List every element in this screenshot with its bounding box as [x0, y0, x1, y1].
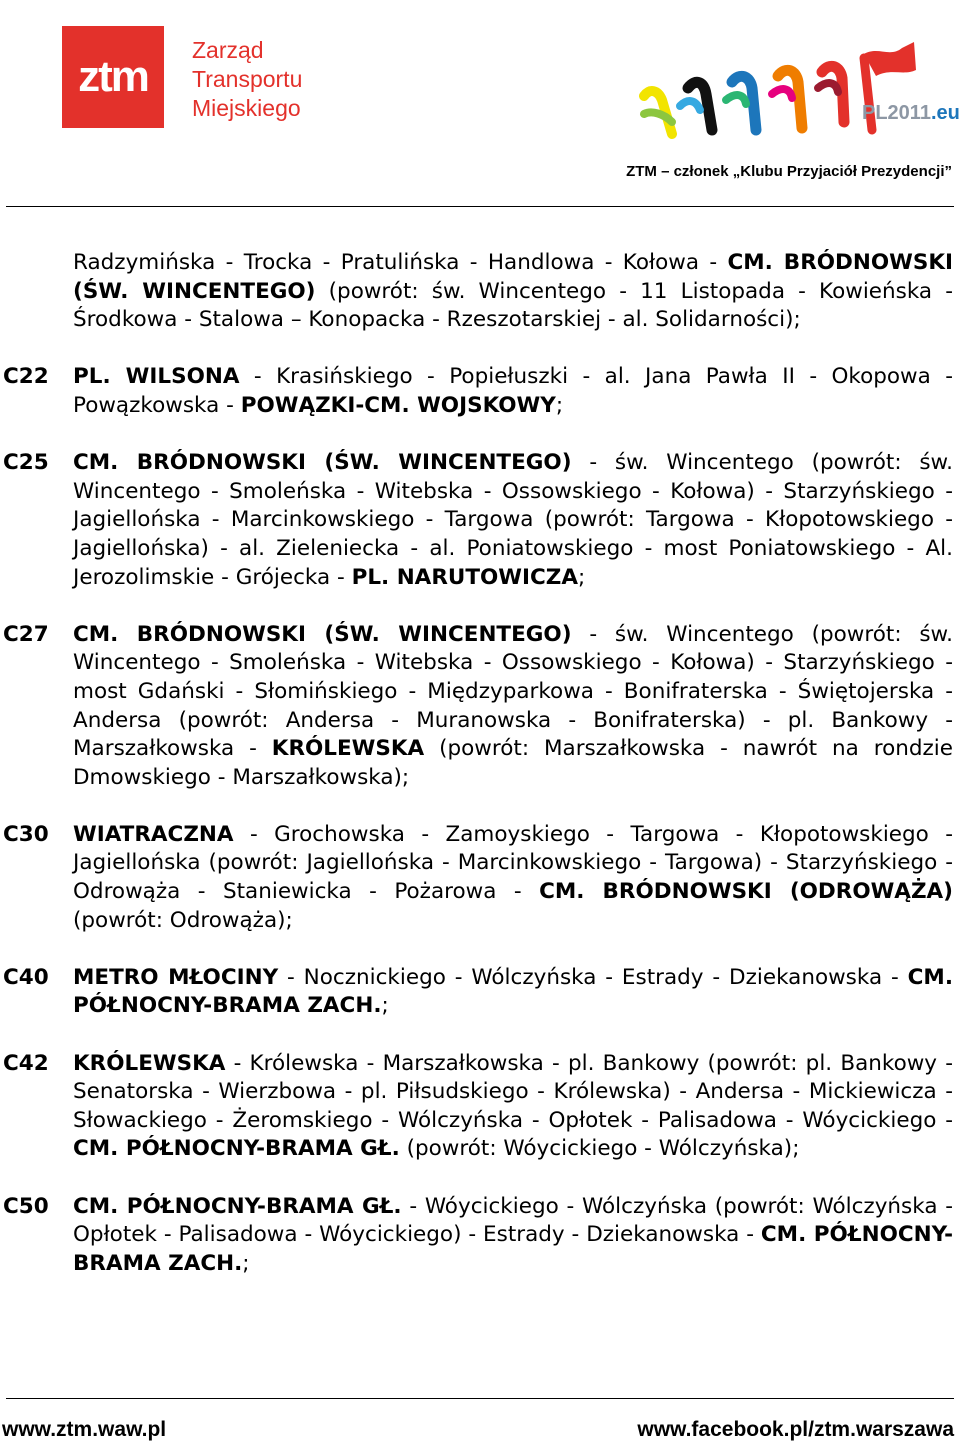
header-divider [6, 206, 954, 207]
footer-website-link[interactable]: www.ztm.waw.pl [2, 1418, 167, 1441]
route-entry [0, 363, 960, 420]
route-segment: ; [555, 392, 564, 418]
route-stop-bold: POWĄZKI-CM. WOJSKOWY [240, 392, 556, 418]
route-segment: (powrót: Marszałkowska - nawrót na rondzie Dmowskiego - Marszałkowska); [73, 736, 954, 790]
route-stop-bold: WIATRACZNA [73, 821, 234, 847]
route-segment: - Królewska - Marszałkowska - pl. Bankowy (powrót: pl. Bankowy - Senatorska - Wierzbowa - pl. Piłsudskiego - Królewska) - Andersa - Mickiewicza - Słowackiego - Żeromskiego - Wólczyńska - Opłotek - Palisadowa - Wóycickiego - [73, 1050, 953, 1133]
route-entry [0, 821, 960, 935]
route-description [73, 449, 953, 592]
route-code: C30 [3, 821, 49, 847]
route-description [73, 621, 953, 793]
route-segment: ; [242, 1250, 250, 1276]
route-entry [0, 964, 960, 1021]
route-stop-bold: METRO MŁOCINY [73, 964, 279, 990]
route-entry [0, 1050, 960, 1164]
org-name-line-1: Zarząd [192, 37, 264, 63]
pl2011-logo-text [862, 102, 960, 125]
route-segment: ; [381, 993, 389, 1019]
pl2011-text: PL2011 [862, 102, 931, 124]
org-name-line-3: Miejskiego [192, 95, 301, 121]
route-stop-bold: KRÓLEWSKA [271, 736, 425, 762]
route-entry [0, 449, 960, 592]
route-segment: - Grochowska - Zamoyskiego - Targowa - Kłopotowskiego - Jagiellońska (powrót: Jagiellońska - Marcinkowskiego - Targowa) - Starzyńskiego - Odrowąża - Staniewicka - Pożarowa - [73, 821, 953, 905]
route-entry [0, 621, 960, 793]
route-segment: Radzymińska - Trocka - Pratulińska - Handlowa - Kołowa - [73, 250, 728, 275]
route-segment: - Wóycickiego - Wólczyńska (powrót: Wólczyńska - Opłotek - Palisadowa - Wóycickiego) - Estrady - Dziekanowska - [73, 1193, 953, 1248]
route-stop-bold: CM. BRÓDNOWSKI (ŚW. WINCENTEGO) [73, 450, 572, 476]
route-stop-bold: CM. BRÓDNOWSKI (ŚW. WINCENTEGO) [73, 250, 954, 304]
route-stop-bold: KRÓLEWSKA [73, 1050, 226, 1076]
route-stop-bold: CM. PÓŁNOCNY-BRAMA GŁ. [73, 1136, 400, 1162]
route-description [73, 363, 953, 420]
route-code: C25 [3, 450, 49, 476]
route-segment: - Krasińskiego - Popiełuszki - al. Jana Pawła II - Okopowa - Powązkowska - [73, 364, 953, 418]
route-segment: (powrót: Odrowąża); [73, 907, 293, 933]
route-segment: - św. Wincentego (powrót: św. Wincentego - Smoleńska - Witebska - Ossowskiego - Kołowa) - Starzyńskiego - Jagiellońska - Marcinkowskiego - Targowa (powrót: Targowa - Kłopotowskiego - Jagiellońska) - al. Zieleniecka - al. Poniatowskiego - most Poniatowskiego - Al. Jerozolimskie - Grójecka - [73, 450, 953, 590]
route-description [73, 1050, 953, 1164]
route-segment: - Nocznickiego - Wólczyńska - Estrady - Dziekanowska - [278, 964, 908, 990]
route-description [73, 821, 953, 935]
footer-divider [6, 1398, 954, 1399]
pl2011-suffix: .eu [930, 102, 960, 124]
route-code [0, 249, 73, 335]
route-stop-bold: CM. BRÓDNOWSKI (ODROWĄŻA) [539, 879, 954, 905]
page-header [0, 0, 960, 210]
route-stop-bold: CM. PÓŁNOCNY-BRAMA ZACH. [73, 964, 953, 1019]
route-stop-bold: PL. WILSONA [73, 364, 240, 390]
route-stop-bold: CM. PÓŁNOCNY-BRAMA GŁ. [73, 1193, 402, 1219]
ztm-logo-text: ztm [78, 52, 148, 101]
route-code: C40 [3, 964, 49, 990]
club-tagline: ZTM – członek „Klubu Przyjaciół Prezydencji” [626, 163, 952, 180]
route-description [73, 964, 953, 1021]
ztm-org-name [192, 36, 302, 123]
route-code: C22 [3, 364, 49, 390]
route-entry [0, 249, 960, 335]
route-segment: ; [578, 564, 586, 590]
ztm-logo [62, 26, 164, 128]
route-entry [0, 1193, 960, 1279]
route-segment: (powrót: św. Wincentego - 11 Listopada - Kowieńska - Środkowa - Stalowa – Konopacka - Rzeszotarskiej - al. Solidarności); [73, 278, 953, 333]
route-stop-bold: CM. BRÓDNOWSKI (ŚW. WINCENTEGO) [73, 621, 572, 647]
org-name-line-2: Transportu [192, 66, 303, 92]
route-stop-bold: CM. PÓŁNOCNY-BRAMA ZACH. [73, 1222, 954, 1276]
route-code: C42 [3, 1050, 49, 1076]
route-segment: - św. Wincentego (powrót: św. Wincentego - Smoleńska - Witebska - Ossowskiego - Kołowa) - Starzyńskiego - most Gdański - Słomińskiego - Międzyparkowa - Bonifraterska - Świętojerska - Andersa (powrót: Andersa - Muranowska - Bonifraterska) - pl. Bankowy - Marszałkowska - [73, 621, 953, 762]
pl2011-logo-icon [636, 18, 952, 152]
route-segment: (powrót: Wóycickiego - Wólczyńska); [399, 1136, 800, 1162]
route-code: C27 [3, 621, 49, 647]
route-code: C50 [3, 1193, 49, 1219]
route-stop-bold: PL. NARUTOWICZA [351, 564, 578, 590]
route-description [73, 249, 953, 335]
footer-facebook-link[interactable]: www.facebook.pl/ztm.warszawa [637, 1418, 954, 1441]
route-description [73, 1193, 953, 1279]
routes-list [0, 249, 960, 1307]
